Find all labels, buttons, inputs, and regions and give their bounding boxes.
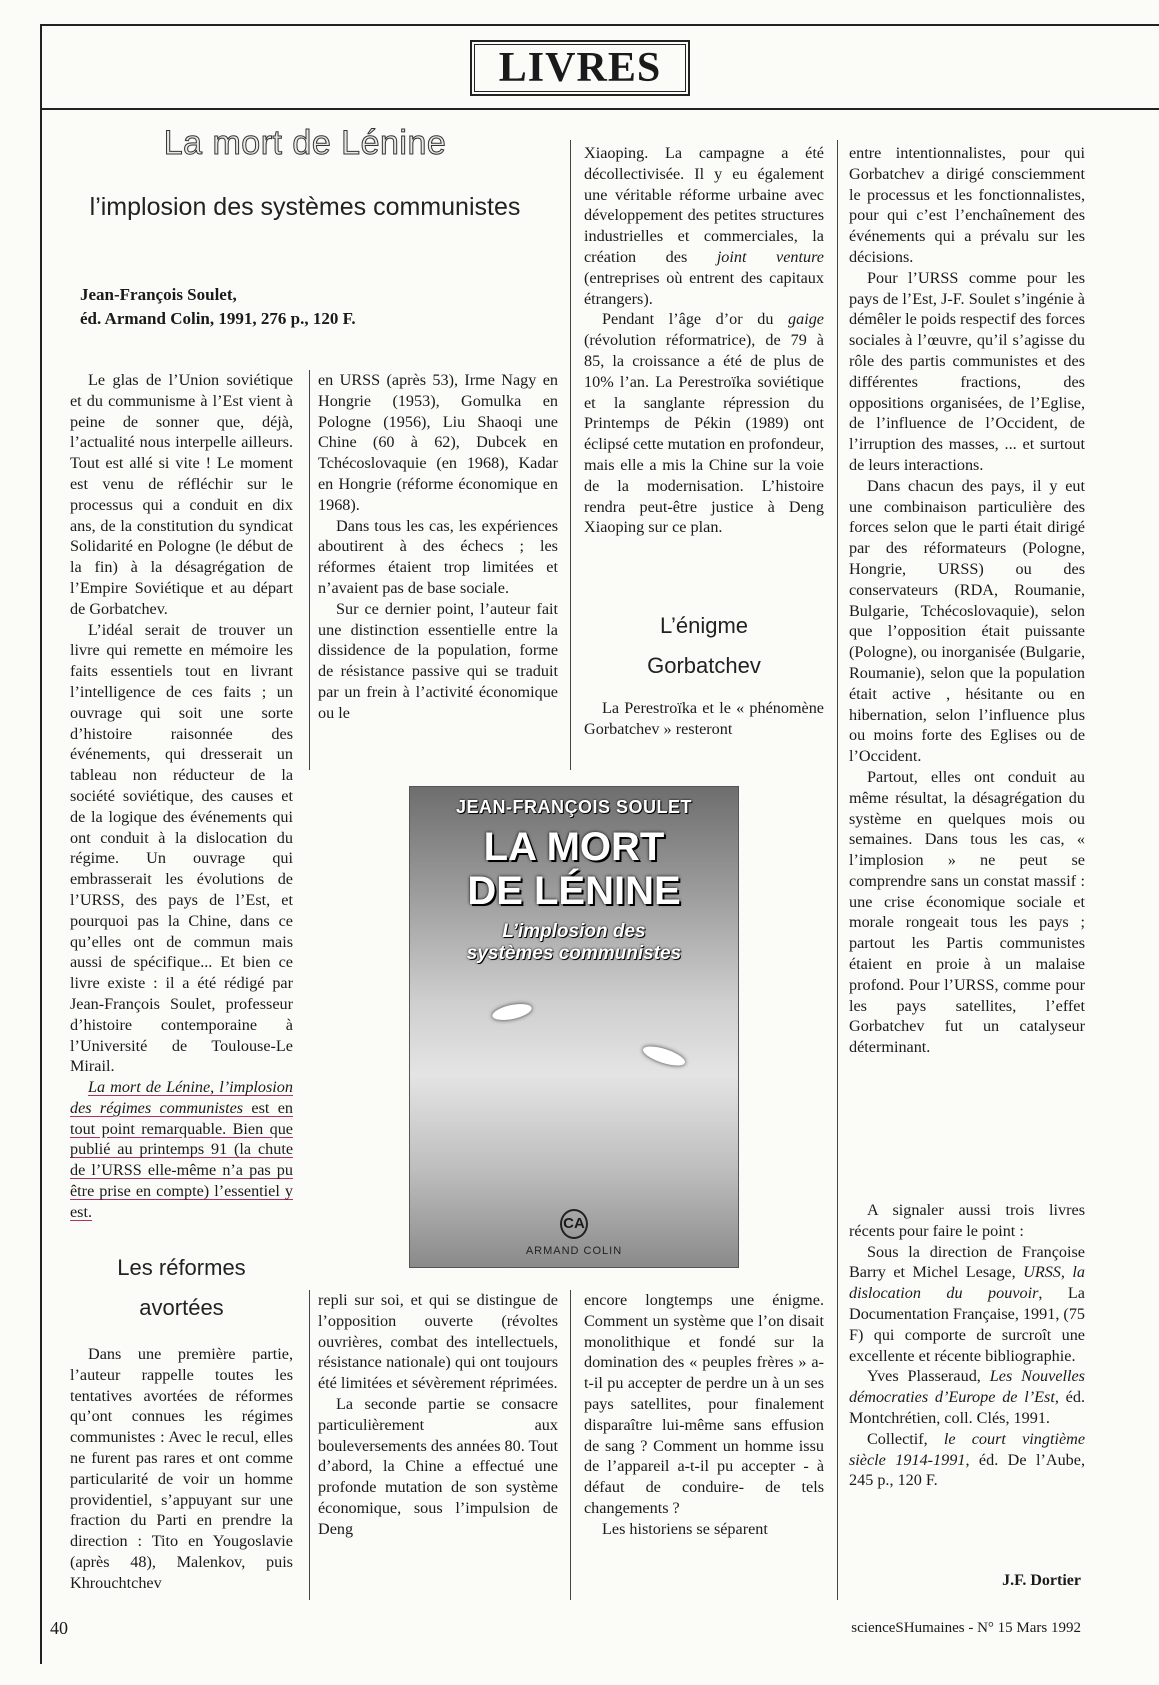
book-title-italic: La mort de Lénine, l’implosion des régimes communistes — [70, 1078, 293, 1117]
paragraph: A signaler aussi trois livres récents pour faire le point : — [849, 1201, 1085, 1240]
column-rule — [309, 1290, 310, 1600]
cover-decoration — [491, 1001, 533, 1023]
highlighted-paragraph: La mort de Lénine, l’implosion des régimes communistes est en tout point remarquable. Bien que publié au printemps 91 (la chute de l’URSS elle-même n’a pas pu être prise en compte) l’essentiel y est. — [70, 1078, 293, 1221]
paragraph: Sur ce dernier point, l’auteur fait une distinction essentielle entre la dissidence de la population, forme de résistance passive qui se traduit par un frein à l’activité économique ou le — [318, 599, 558, 722]
column-1-upper — [70, 370, 293, 1223]
column-1-lower — [70, 1344, 293, 1594]
article-title: La mort de Lénine — [163, 124, 447, 162]
publisher-name: ARMAND COLIN — [525, 1245, 623, 1257]
paragraph: entre intentionnalistes, pour qui Gorbatchev a dirigé consciemment le processus et les fonctionnalistes, pour qui c’est l’enchaînement des événements qui a prévalu sur les décisions. — [849, 144, 1085, 266]
paragraph: La Perestroïka et le « phénomène Gorbatchev » resteront — [584, 699, 824, 738]
reference: Sous la direction de Françoise Barry et Michel Lesage, URSS, la dislocation du pouvoir, La Documentation Française, 1991, (75 F) qui comporte de surcroît une excellente et récente bibliographie. — [849, 1242, 1086, 1365]
section-title: LIVRES — [470, 40, 690, 96]
section-heading-gorbatchev: L’énigme Gorbatchev — [647, 613, 761, 678]
book-cover-image — [409, 786, 739, 1268]
paragraph: repli sur soi, et qui se distingue de l’opposition ouverte (révoltes ouvrières, combat des intellectuels, résistance nationale) qui ont toujours été limitées et sévèrement réprimées. — [318, 1291, 558, 1393]
book-publisher: éd. Armand Colin, 1991, 276 p., 120 F. — [80, 309, 356, 328]
cover-subtitle: L’implosion des systèmes communistes — [466, 921, 682, 964]
bibliographic-info — [80, 283, 356, 331]
paragraph: Partout, elles ont conduit au même résultat, la désagrégation du système en quelques mois ou semaines. Dans tous les cas, « l’implosion » ne peut se comprendre sans un constat massif : une crise économique sociale et morale rongeait tous les pays ; partout les Partis communistes étaient en proie à un malaise profond. Pour l’URSS, comme pour les pays satellites, l’effet Gorbatchev fut un catalyseur déterminant. — [849, 767, 1085, 1057]
paragraph: Pendant l’âge d’or du gaige (révolution réformatrice), de 79 à 85, la croissance a été de plus de 10% l’an. La Perestroïka soviétique et la sanglante répression du Printemps de Pékin (1989) ont éclipsé cette mutation en profondeur, mais elle a mis la Chine sur la voie de la modernisation. L’histoire rendra peut-être justice à Deng Xiaoping sur ce plan. — [584, 310, 824, 537]
column-rule — [570, 140, 571, 770]
reference: Collectif, le court vingtième siècle 1914-1991, éd. De l’Aube, 245 p., 120 F. — [849, 1429, 1086, 1490]
cover-decoration — [641, 1043, 687, 1070]
column-rule — [309, 370, 310, 770]
column-rule — [837, 140, 838, 1600]
article-subtitle: l’implosion des systèmes communistes — [89, 193, 521, 221]
column-rule — [570, 1290, 571, 1600]
paragraph: Le glas de l’Union soviétique et du communisme à l’Est vient à peine de sonner que, déjà, l’actualité nous interpelle ailleurs. Tout est allé si vite ! Le moment est venu de réfléchir sur le processus qui a conduit en dix ans, de la constitution du syndicat Solidarité en Pologne (le début de la fin) à la désagrégation de l’Empire Soviétique et au départ de Gorbatchev. — [70, 371, 293, 618]
paragraph: Xiaoping. La campagne a été décollectivisée. Il y eu également une véritable réforme urbaine avec développement des petites structures industrielles et commerciales, la création des joint venture (entreprises où entrent des capitaux étrangers). — [584, 144, 824, 308]
paragraph: L’idéal serait de trouver un livre qui remette en mémoire les faits essentiels tout en livrant l’intelligence de ces faits ; un ouvrage qui soit une sorte d’histoire raisonnée des événements, qui dresserait un tableau non réducteur de la société soviétique, des causes et de la logique des événements qui ont conduit à la dislocation du régime. Un ouvrage qui embrasserait les évolutions de l’URSS, des pays de l’Est, et pourquoi pas la Chine, dans ce qu’elles ont de commun mais aussi de spécifique... Et bien ce livre existe : il a été rédigé par Jean-François Soulet, professeur d’histoire contemporaine à l’Université de Toulouse-Le Mirail. — [70, 620, 293, 1076]
publisher-logo — [410, 1209, 738, 1239]
cover-author: JEAN-FRANÇOIS SOULET — [455, 797, 692, 817]
section-heading-reformes: Les réformes avortées — [117, 1255, 246, 1320]
column-3-mid — [584, 698, 824, 740]
issue-info: scienceSHumaines - N° 15 Mars 1992 — [851, 1620, 1081, 1636]
paragraph: Dans une première partie, l’auteur rappelle toutes les tentatives avortées de réformes qu’ont connues les régimes communistes : Avec le recul, elles ne furent pas rares et ont comme particularité de voir un homme providentiel, s’appuyant sur une fraction du Parti en prendre la direction : Tito en Yougoslavie (après 48), Malenkov, puis Khrouchtchev — [70, 1345, 293, 1592]
column-4-upper — [849, 143, 1085, 1058]
reference: Yves Plasseraud, Les Nouvelles démocraties d’Europe de l’Est, éd. Montchrétien, coll. Clés, 1991. — [849, 1367, 1085, 1427]
paragraph: encore longtemps une énigme. Comment un système que l’on disait monolithique et fondé sur la domination des « peuples frères » a-t-il pu accepter de perdre un à un ses pays satellites, pour finalement disparaître lui-même sans effusion de sang ? Comment un homme issu de l’appareil a-t-il pu accepter - à défaut de conduire- de tels changements ? — [584, 1291, 824, 1517]
author-signature: J.F. Dortier — [1002, 1572, 1081, 1589]
paragraph: Dans tous les cas, les expériences aboutirent à des échecs ; les réformes étaient trop limitées et n’avaient pas de base sociale. — [318, 516, 558, 597]
related-books — [849, 1200, 1085, 1491]
paragraph: Pour l’URSS comme pour les pays de l’Est, J-F. Soulet s’ingénie à démêler le poids respectif des forces sociales à l’œuvre, qu’il s’agisse du rôle des partis communistes et des différentes fractions, des oppositions organisées, de l’Eglise, de l’influence de l’Occident, de l’irruption des masses, ... et surtout de leurs interactions. — [849, 268, 1085, 474]
column-2-lower — [318, 1290, 558, 1540]
cover-title-line-1: LA MORT — [483, 825, 665, 869]
header-rule — [40, 108, 1159, 110]
book-author: Jean-François Soulet, — [80, 285, 237, 304]
paragraph: Dans chacun des pays, il y eut une combinaison particulière des forces selon que le parti était dirigé par des réformateurs (Pologne, Hongrie, URSS) ou des conservateurs (RDA, Roumanie, Bulgarie, Tchécoslovaquie), selon que l’opposition était puissante (Pologne), ou inorganisée (Bulgarie, Roumanie), selon que la population était active , hésitante ou en hibernation, selon l’influence plus ou moins forte des Eglises ou de l’Occident. — [849, 476, 1085, 766]
cover-title-line-2: DE LÉNINE — [467, 869, 681, 913]
left-border — [40, 24, 42, 1664]
column-3-upper — [584, 143, 824, 538]
column-2-upper — [318, 370, 558, 724]
paragraph: Les historiens se séparent — [602, 1519, 768, 1538]
paragraph: La seconde partie se consacre particulièrement aux bouleversements des années 80. Tout d’abord, la Chine a effectué une profonde mutation de son système économique, sous l’impulsion de Deng — [318, 1394, 558, 1538]
paragraph: en URSS (après 53), Irme Nagy en Hongrie (1953), Gomulka en Pologne (1956), Liu Shaoqi une Chine (60 à 62), Dubcek en Tchécoslovaquie (en 1968), Kadar en Hongrie (réforme économique en 1968). — [318, 371, 558, 514]
publisher-logo-mark: CA — [560, 1209, 588, 1239]
column-3-lower — [584, 1290, 824, 1540]
page-number: 40 — [50, 1618, 68, 1638]
